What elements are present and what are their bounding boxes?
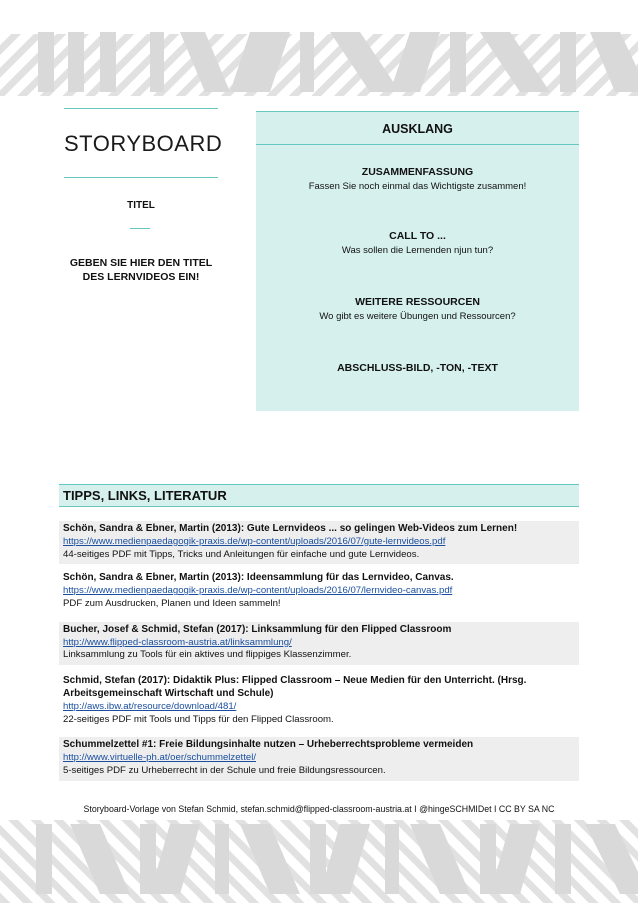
- reference-link[interactable]: http://aws.ibw.at/resource/download/481/: [63, 700, 237, 712]
- storyboard-title-block: [64, 108, 223, 178]
- reference-description: PDF zum Ausdrucken, Planen und Ideen sammeln!: [63, 597, 281, 609]
- section-zusammenfassung[interactable]: [256, 166, 579, 192]
- decorative-stripes-top: [0, 0, 638, 96]
- reference-description: 22-seitiges PDF mit Tools und Tipps für den Flipped Classroom.: [63, 713, 334, 725]
- reference-entry: [59, 570, 579, 613]
- reference-title: Schön, Sandra & Ebner, Martin (2013): Gute Lernvideos ... so gelingen Web-Videos zum Lernen!: [63, 523, 518, 534]
- section-text: Wo gibt es weitere Übungen und Ressourcen?: [319, 311, 516, 322]
- section-weitere-ressourcen[interactable]: [256, 296, 579, 322]
- reference-title: Bucher, Josef & Schmid, Stefan (2017): Linksammlung für den Flipped Classroom: [63, 623, 452, 635]
- section-abschluss[interactable]: [256, 362, 579, 374]
- tipps-heading: TIPPS, LINKS, LITERATUR: [59, 484, 579, 507]
- reference-title: Schummelzettel #1: Freie Bildungsinhalte nutzen – Urheberrechtsprobleme vermeiden: [63, 739, 474, 751]
- reference-title: Schön, Sandra & Ebner, Martin (2013): Ideensammlung für das Lernvideo, Canvas.: [63, 572, 454, 584]
- titel-divider: [130, 228, 150, 229]
- page-title: STORYBOARD: [64, 131, 223, 156]
- tipps-section: [59, 484, 579, 781]
- section-call-to[interactable]: [256, 230, 579, 256]
- reference-link[interactable]: https://www.medienpaedagogik-praxis.de/wp-content/uploads/2016/07/gute-lernvideos.pdf: [63, 535, 446, 547]
- reference-description: 44-seitiges PDF mit Tipps, Tricks und Anleitungen für einfache und gute Lernvideos.: [63, 548, 420, 560]
- title-rule-top: [64, 108, 218, 109]
- section-text: Fassen Sie noch einmal das Wichtigste zusammen!: [308, 181, 527, 192]
- reference-entry: [59, 622, 579, 665]
- reference-entry: [59, 737, 579, 780]
- reference-link[interactable]: https://www.medienpaedagogik-praxis.de/wp-content/uploads/2016/07/lernvideo-canvas.pdf: [63, 585, 453, 597]
- reference-entry: [59, 521, 579, 564]
- section-text: Was sollen die Lernenden njun tun?: [341, 245, 494, 256]
- section-title: CALL TO ...: [389, 230, 446, 242]
- titel-hint[interactable]: GEBEN SIE HIER DEN TITEL DES LERNVIDEOS EIN!: [69, 257, 213, 283]
- ausklang-heading: AUSKLANG: [256, 112, 579, 145]
- ausklang-panel: [256, 111, 579, 411]
- reference-description: 5-seitiges PDF zu Urheberrecht in der Schule und freie Bildungsressourcen.: [63, 764, 386, 776]
- reference-link[interactable]: http://www.flipped-classroom-austria.at/linksammlung/: [63, 636, 292, 648]
- reference-title: Schmid, Stefan (2017): Didaktik Plus: Flipped Classroom – Neue Medien für den Unterricht. (Hrsg. Arbeitsgemeinschaft Wirtschaft und Schule): [63, 675, 527, 699]
- reference-link[interactable]: http://www.virtuelle-ph.at/oer/schummelzettel/: [63, 752, 257, 764]
- section-title: ZUSAMMENFASSUNG: [361, 166, 474, 178]
- decorative-stripes-bottom: [0, 812, 638, 903]
- title-rule-bottom: [64, 177, 218, 178]
- footer-credit: Storyboard-Vorlage von Stefan Schmid, stefan.schmid@flipped-classroom-austria.at I @hingeSCHMIDet I CC BY SA NC: [83, 804, 555, 814]
- reference-description: Linksammlung zu Tools für ein aktives und flippiges Klassenzimmer.: [63, 649, 352, 661]
- reference-entry: [59, 673, 579, 729]
- section-title: ABSCHLUSS-BILD, -TON, -TEXT: [337, 362, 498, 374]
- titel-label: TITEL: [127, 200, 155, 211]
- section-title: WEITERE RESSOURCEN: [355, 296, 480, 308]
